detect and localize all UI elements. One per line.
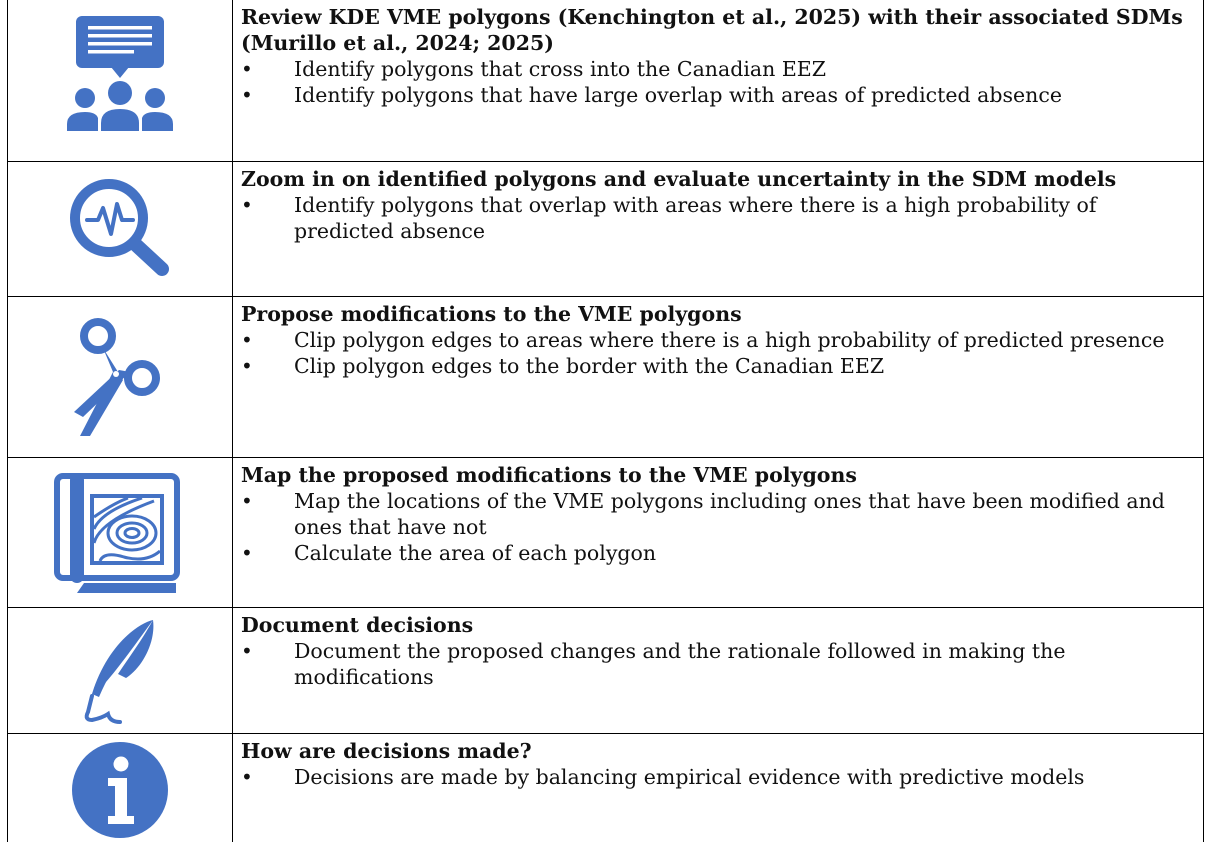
icon-cell xyxy=(8,296,233,457)
bullet-list xyxy=(241,488,1197,566)
bullet-item: • Document the proposed changes and the rationale followed in making the modifications xyxy=(241,638,1197,690)
text-cell xyxy=(233,0,1204,161)
quill-icon xyxy=(8,616,232,728)
step-row-zoom xyxy=(8,161,1204,296)
step-row-map xyxy=(8,457,1204,607)
text-cell xyxy=(233,161,1204,296)
analysis-magnifier-icon xyxy=(8,174,232,280)
icon-cell xyxy=(8,161,233,296)
bullet-item: • Clip polygon edges to the border with the Canadian EEZ xyxy=(241,353,1197,379)
workflow-table xyxy=(7,0,1204,842)
step-row-how xyxy=(8,733,1204,842)
step-title: Zoom in on identified polygons and evaluate uncertainty in the SDM models xyxy=(241,166,1117,191)
bullet-list xyxy=(241,56,1197,108)
bullet-list xyxy=(241,327,1197,379)
icon-cell xyxy=(8,457,233,607)
text-cell xyxy=(233,296,1204,457)
step-title: Review KDE VME polygons (Kenchington et al., 2025) with their associated SDMs (Murillo et al., 2024; 2025) xyxy=(241,5,1183,55)
step-title: Propose modifications to the VME polygons xyxy=(241,301,742,326)
bullet-list xyxy=(241,192,1197,244)
scissors-icon xyxy=(8,314,232,438)
step-title: How are decisions made? xyxy=(241,738,532,763)
info-icon xyxy=(8,740,232,840)
bullet-list xyxy=(241,764,1197,790)
bullet-item: • Identify polygons that overlap with areas where there is a high probability of predicted absence xyxy=(241,192,1197,244)
step-title: Document decisions xyxy=(241,612,474,637)
bullet-item: • Map the locations of the VME polygons including ones that have been modified and ones that have not xyxy=(241,488,1197,540)
discussion-icon xyxy=(8,14,232,132)
bullet-item: • Clip polygon edges to areas where there is a high probability of predicted presence xyxy=(241,327,1197,353)
icon-cell xyxy=(8,0,233,161)
bullet-item: • Identify polygons that cross into the Canadian EEZ xyxy=(241,56,1197,82)
icon-cell xyxy=(8,733,233,842)
step-row-document xyxy=(8,607,1204,733)
bullet-item: • Calculate the area of each polygon xyxy=(241,540,1197,566)
step-title: Map the proposed modifications to the VME polygons xyxy=(241,462,857,487)
step-row-propose xyxy=(8,296,1204,457)
bullet-list xyxy=(241,638,1197,690)
text-cell xyxy=(233,733,1204,842)
text-cell xyxy=(233,607,1204,733)
step-row-review xyxy=(8,0,1204,161)
icon-cell xyxy=(8,607,233,733)
bullet-item: • Identify polygons that have large overlap with areas of predicted absence xyxy=(241,82,1197,108)
text-cell xyxy=(233,457,1204,607)
map-icon xyxy=(8,471,232,595)
bullet-item: • Decisions are made by balancing empirical evidence with predictive models xyxy=(241,764,1197,790)
